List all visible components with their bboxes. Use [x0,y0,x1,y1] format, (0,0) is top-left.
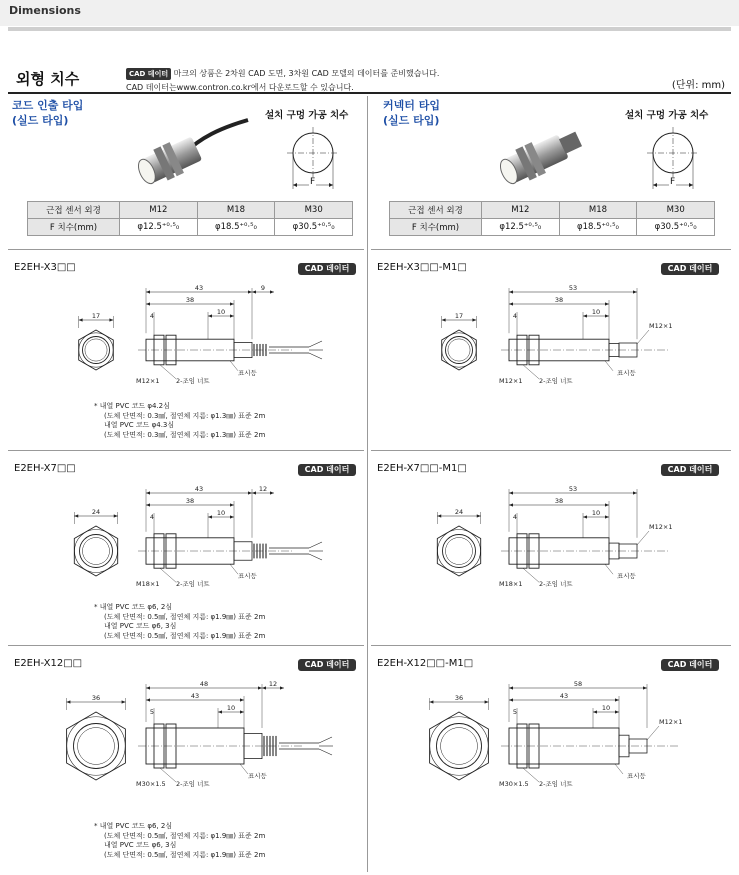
dim-nut-offset: 4 [149,312,155,320]
dim-across-flats: 17 [91,312,101,320]
left-section-title [12,98,83,128]
drawing-block [371,453,727,648]
section-line [371,450,731,451]
dim-rear-length: 9 [260,284,266,292]
dim-nut-offset: 4 [512,312,518,320]
sensor-drawing [371,481,727,631]
dim-across-flats: 36 [91,694,101,702]
model-name: E2EH-X7□□-M1□ [377,463,467,474]
dim-nut-offset: 5 [149,708,155,716]
thread-label: M30×1.5 [499,780,529,788]
cable-note-line: (도체 단면적: 0.3㎟, 절연체 지름: φ1.3㎜) 표준 2m [104,430,266,439]
dim-body-length: 43 [190,692,200,700]
cad-data-button[interactable]: CAD 데이터 [298,659,356,671]
cable-note-line: 내열 PVC 코드 φ4.3심 [104,421,175,429]
nut-label: 2-조임 너트 [539,780,573,788]
table-cell: φ30.5⁺⁰⋅⁵₀ [275,219,353,236]
hex-nut-outline [79,330,114,370]
section-line [8,450,364,451]
column-divider [367,96,368,872]
dim-lamp-offset: 10 [226,704,236,712]
lamp-label: 표시등 [238,368,257,377]
cable-note-line: (도체 단면적: 0.5㎟, 절연체 지름: φ1.9㎜) 표준 2m [104,831,266,840]
sensor-photo-connector [492,108,592,193]
nut-label: 2-조임 너트 [539,376,573,385]
header-bar [0,0,739,26]
hex-nut-outline [74,526,117,576]
connector-thread-label: M12×1 [649,523,673,531]
left-title-2: (실드 타입) [12,114,69,127]
model-name: E2EH-X3□□-M1□ [377,262,467,273]
table-cell: φ18.5⁺⁰⋅⁵₀ [197,219,275,236]
dim-across-flats: 24 [91,508,101,516]
cable-notes [94,822,265,860]
dim-body-length: 38 [185,497,195,505]
table-cell: φ12.5⁺⁰⋅⁵₀ [120,219,198,236]
thread-label: M18×1 [136,580,160,589]
section-line [8,249,364,250]
dim-across-flats: 24 [454,508,464,516]
hex-nut-outline [67,712,126,780]
note-line-2: CAD 데이터는www.contron.co.kr에서 다운로드할 수 있습니다. [126,83,354,92]
sensor-drawing [8,676,364,826]
dim-across-flats: 36 [454,694,464,702]
table-row-header: F 치수(mm) [390,219,482,236]
left-hole-label: F [310,177,316,187]
thread-label: M12×1 [499,376,523,385]
cable-note-line: (도체 단면적: 0.3㎟, 절연체 지름: φ1.3㎜) 표준 2m [104,411,266,420]
cad-data-button[interactable]: CAD 데이터 [298,464,356,476]
nut-label: 2-조임 너트 [176,780,210,788]
dim-overall-length: 53 [568,485,578,493]
drawing-block [8,648,364,859]
table-cell: φ12.5⁺⁰⋅⁵₀ [482,219,560,236]
lamp-label: 표시등 [617,572,636,581]
dim-overall-length: 43 [194,284,204,292]
left-hole-title: 설치 구멍 가공 치수 [265,110,349,121]
table-col-m12: M12 [482,202,560,219]
section-line [371,249,731,250]
table-col-header: 근접 센서 외경 [28,202,120,219]
hex-nut-outline [442,330,477,370]
table-cell: φ18.5⁺⁰⋅⁵₀ [559,219,637,236]
cable-note-line: * 내열 PVC 코드 φ4.2심 [94,402,170,410]
cad-badge: CAD 데이터 [126,68,171,80]
connector-thread-label: M12×1 [659,718,683,726]
drawing-block [8,453,364,648]
table-col-m30: M30 [637,202,715,219]
right-section-title [383,98,440,128]
thread-label: M18×1 [499,580,523,589]
cable-note-line: (도체 단면적: 0.5㎟, 절연체 지름: φ1.9㎜) 표준 2m [104,631,266,640]
unit-label: (단위: mm) [671,80,725,91]
dim-lamp-offset: 10 [601,704,611,712]
table-col-m12: M12 [120,202,198,219]
top-divider [8,92,731,94]
right-hole-title: 설치 구멍 가공 치수 [625,110,709,121]
dim-lamp-offset: 10 [216,509,226,517]
lamp-label: 표시등 [248,772,267,780]
hex-nut-outline [430,712,489,780]
table-col-m18: M18 [559,202,637,219]
dim-body-length: 38 [554,497,564,505]
dim-body-length: 38 [185,296,195,304]
model-name: E2EH-X3□□ [14,262,76,273]
cad-data-button[interactable]: CAD 데이터 [661,464,719,476]
nut-label: 2-조임 너트 [539,580,573,589]
dim-rear-length: 12 [258,485,268,493]
drawing-block [371,648,727,843]
cable-note-line: (도체 단면적: 0.5㎟, 절연체 지름: φ1.9㎜) 표준 2m [104,850,266,859]
page-title: 외형 치수 [16,70,80,88]
table-row-header: F 치수(mm) [28,219,120,236]
table-col-m30: M30 [275,202,353,219]
cable-note-line: 내열 PVC 코드 φ6, 3심 [104,841,177,849]
lamp-label: 표시등 [238,572,257,581]
nut-label: 2-조임 너트 [176,580,210,589]
note-line-1: 마크의 상품은 2차원 CAD 도면, 3차원 CAD 모델의 데이터를 준비했습니다. [173,69,440,78]
cad-note [126,68,439,93]
dim-lamp-offset: 10 [216,308,226,316]
cad-data-button[interactable]: CAD 데이터 [661,659,719,671]
table-col-m18: M18 [197,202,275,219]
lamp-label: 표시등 [617,368,636,377]
cad-data-button[interactable]: CAD 데이터 [298,263,356,275]
cad-data-button[interactable]: CAD 데이터 [661,263,719,275]
dim-overall-length: 53 [568,284,578,292]
sensor-drawing [371,280,727,430]
connector-thread-label: M12×1 [649,322,673,330]
dim-nut-offset: 4 [149,513,155,521]
cable-notes [94,402,265,440]
drawing-block [371,252,727,447]
sensor-photo-cable [130,108,250,193]
dim-lamp-offset: 10 [591,509,601,517]
dim-rear-length: 12 [268,680,278,688]
dim-lamp-offset: 10 [591,308,601,316]
thread-label: M30×1.5 [136,780,166,788]
nut-label: 2-조임 너트 [176,376,210,385]
cable-note-line: * 내열 PVC 코드 φ6, 2심 [94,822,173,830]
cable-notes [94,603,265,641]
dim-across-flats: 17 [454,312,464,320]
thread-label: M12×1 [136,376,160,385]
drawing-block [8,252,364,447]
cable-note-line: * 내열 PVC 코드 φ6, 2심 [94,603,173,611]
model-name: E2EH-X12□□ [14,658,83,669]
table-cell: φ30.5⁺⁰⋅⁵₀ [637,219,715,236]
cable-note-line: 내열 PVC 코드 φ6, 3심 [104,622,177,630]
right-title-2: (실드 타입) [383,114,440,127]
dim-overall-length: 48 [199,680,209,688]
right-hole-label: F [670,177,676,187]
header-title: Dimensions [9,4,81,17]
model-name: E2EH-X7□□ [14,463,76,474]
dim-nut-offset: 5 [512,708,518,716]
dim-body-length: 38 [554,296,564,304]
header-rule [8,27,731,31]
right-title-1: 커넥터 타입 [383,99,440,112]
cable-note-line: (도체 단면적: 0.5㎟, 절연체 지름: φ1.9㎜) 표준 2m [104,612,266,621]
left-dimension-table [27,201,353,236]
dim-overall-length: 58 [573,680,583,688]
dim-body-length: 43 [559,692,569,700]
right-dimension-table [389,201,715,236]
lamp-label: 표시등 [627,772,646,780]
hex-nut-outline [437,526,480,576]
model-name: E2EH-X12□□-M1□ [377,658,474,669]
table-col-header: 근접 센서 외경 [390,202,482,219]
dim-overall-length: 43 [194,485,204,493]
left-title-1: 코드 인출 타입 [12,99,84,112]
sensor-drawing [371,676,727,826]
dim-nut-offset: 4 [512,513,518,521]
